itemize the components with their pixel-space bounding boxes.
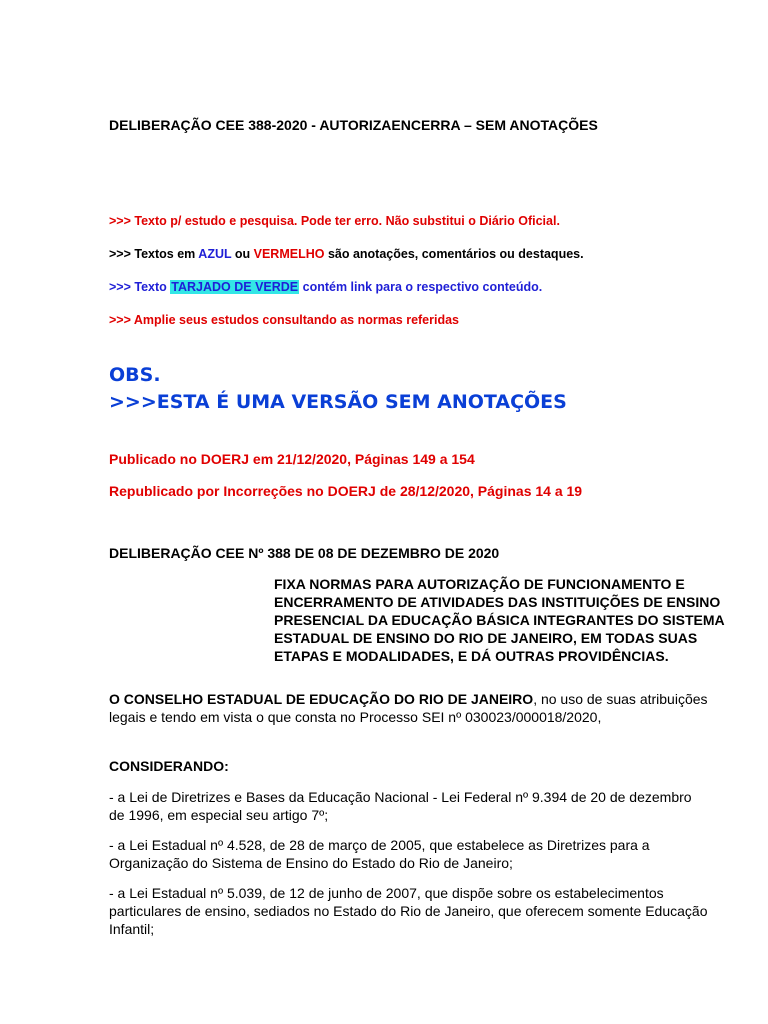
obs-text: >>>ESTA É UMA VERSÃO SEM ANOTAÇÕES bbox=[109, 391, 567, 413]
considerando-item: - a Lei de Diretrizes e Bases da Educação Nacional - Lei Federal nº 9.394 de 20 de dezembro de 1996, em especial seu artigo 7º; bbox=[109, 789, 692, 823]
notice-link-legend-suffix: contém link para o respectivo conteúdo. bbox=[299, 280, 543, 294]
republished-info: Republicado por Incorreções no DOERJ de 28/12/2020, Páginas 14 a 19 bbox=[109, 483, 583, 499]
legend-vermelho: VERMELHO bbox=[253, 247, 325, 261]
preamble bbox=[109, 690, 709, 726]
legend-ou: ou bbox=[231, 247, 254, 261]
legend-azul: AZUL bbox=[198, 247, 232, 261]
notice-color-legend-prefix: >>> Textos em bbox=[109, 247, 199, 261]
notice-disclaimer: >>> Texto p/ estudo e pesquisa. Pode ter erro. Não substitui o Diário Oficial. bbox=[109, 214, 560, 228]
considerando-item: - a Lei Estadual nº 5.039, de 12 de junho de 2007, que dispõe sobre os estabelecimentos particulares de ensino, sediados no Estado do Rio de Janeiro, que oferecem somente Educação Infantil; bbox=[109, 885, 708, 937]
highlighted-link-sample: TARJADO DE VERDE bbox=[171, 280, 299, 294]
notice-color-legend-suffix: são anotações, comentários ou destaques. bbox=[324, 247, 584, 261]
obs-label: OBS. bbox=[109, 364, 161, 386]
published-info: Publicado no DOERJ em 21/12/2020, Páginas 149 a 154 bbox=[109, 451, 475, 467]
notice-color-legend bbox=[109, 247, 584, 261]
ementa: FIXA NORMAS PARA AUTORIZAÇÃO DE FUNCIONAMENTO E ENCERRAMENTO DE ATIVIDADES DAS INSTITUIÇÕES DE ENSINO PRESENCIAL DA EDUCAÇÃO BÁSICA INTEGRANTES DO SISTEMA ESTADUAL DE ENSINO DO RIO DE JANEIRO, EM TODAS SUAS ETAPAS E MODALIDADES, E DÁ OUTRAS PROVIDÊNCIAS. bbox=[274, 576, 725, 664]
preamble-council-name: O CONSELHO ESTADUAL DE EDUCAÇÃO DO RIO DE JANEIRO bbox=[109, 691, 534, 707]
notice-study-advice: >>> Amplie seus estudos consultando as normas referidas bbox=[109, 313, 460, 327]
considerando-item: - a Lei Estadual nº 4.528, de 28 de março de 2005, que estabelece as Diretrizes para a Organização do Sistema de Ensino do Estado do Rio de Janeiro; bbox=[109, 837, 650, 871]
notice-link-legend bbox=[109, 280, 542, 294]
deliberation-heading: DELIBERAÇÃO CEE Nº 388 DE 08 DE DEZEMBRO DE 2020 bbox=[109, 545, 500, 561]
considerando-label: CONSIDERANDO: bbox=[109, 758, 229, 774]
notice-link-legend-prefix: >>> Texto bbox=[109, 280, 171, 294]
preamble-text: , no uso de suas atribuições legais e tendo em vista o que consta no Processo SEI nº 030023/000018/2020, bbox=[109, 691, 708, 725]
document-title: DELIBERAÇÃO CEE 388-2020 - AUTORIZAENCERRA – SEM ANOTAÇÕES bbox=[109, 117, 598, 133]
